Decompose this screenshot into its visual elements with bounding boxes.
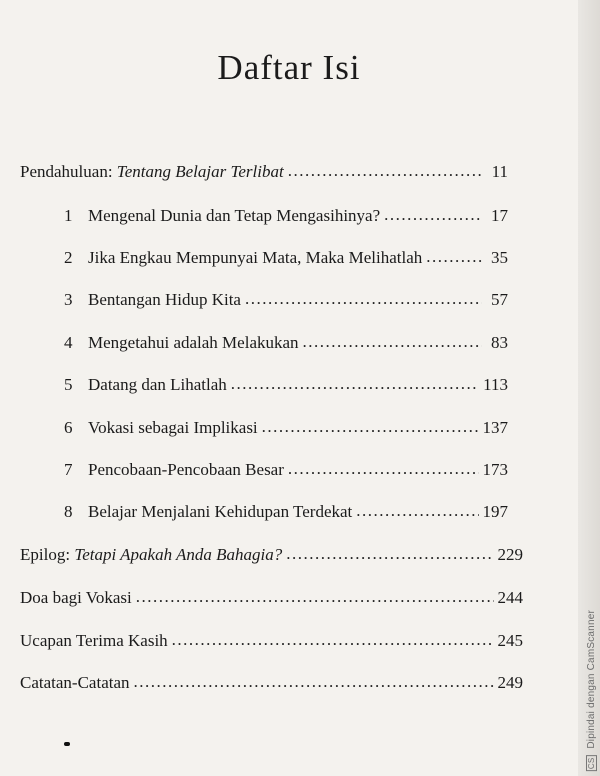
toc-entry-pendahuluan — [20, 162, 508, 182]
toc-entry-label: Datang dan Lihatlah — [88, 375, 227, 394]
toc-page-number: 245 — [497, 631, 523, 650]
dot-leader — [231, 374, 479, 394]
dot-leader — [262, 417, 479, 437]
toc-page-number: 17 — [491, 206, 508, 225]
toc-entry-chapter-8 — [64, 502, 508, 522]
toc-entry-label: Pendahuluan: Tentang Belajar Terlibat — [20, 162, 284, 181]
toc-page-number: 244 — [497, 588, 523, 607]
toc-entry-chapter-6 — [64, 418, 508, 438]
toc-entry-doa-bagi-vokasi — [20, 588, 523, 608]
toc-page-number: 83 — [491, 333, 508, 352]
toc-entry-label: Jika Engkau Mempunyai Mata, Maka Melihatlah — [88, 248, 423, 267]
toc-page-number: 35 — [491, 248, 508, 267]
toc-entry-label: Doa bagi Vokasi — [20, 588, 132, 607]
dot-leader — [288, 161, 482, 181]
chapter-number: 3 — [64, 290, 73, 309]
dot-leader — [384, 205, 482, 225]
chapter-number: 7 — [64, 460, 73, 479]
toc-page-number: 137 — [482, 418, 508, 437]
chapter-number: 5 — [64, 375, 73, 394]
chapter-number: 1 — [64, 206, 73, 225]
toc-entry-ucapan-terima-kasih — [20, 631, 523, 651]
toc-entry-chapter-4 — [64, 333, 508, 353]
dot-leader — [136, 587, 494, 607]
toc-entry-label: Vokasi sebagai Implikasi — [88, 418, 258, 437]
dot-leader — [134, 672, 494, 692]
toc-entry-chapter-3 — [64, 290, 508, 310]
dot-leader — [286, 544, 493, 564]
toc-entry-label: Pencobaan-Pencobaan Besar — [88, 460, 284, 479]
toc-entry-label: Epilog: Tetapi Apakah Anda Bahagia? — [20, 545, 283, 564]
toc-entry-label: Belajar Menjalani Kehidupan Terdekat — [88, 502, 353, 521]
dot-leader — [356, 501, 478, 521]
toc-entry-epilog — [20, 545, 523, 565]
dot-leader — [303, 332, 482, 352]
toc-entry-catatan-catatan — [20, 673, 523, 693]
toc-page-number: 57 — [491, 290, 508, 309]
chapter-number: 2 — [64, 248, 73, 267]
dot-leader — [426, 247, 482, 267]
dot-leader — [245, 289, 482, 309]
page-title: Daftar Isi — [217, 48, 361, 87]
toc-entry-label: Catatan-Catatan — [20, 673, 130, 692]
chapter-number: 8 — [64, 502, 73, 521]
toc-entry-chapter-2 — [64, 248, 508, 268]
toc-page-number: 249 — [497, 673, 523, 692]
toc-entry-chapter-7 — [64, 460, 508, 480]
toc-entry-label: Mengetahui adalah Melakukan — [88, 333, 299, 352]
dot-leader — [288, 459, 479, 479]
toc-page-number: 113 — [483, 375, 508, 394]
toc-entry-label: Mengenal Dunia dan Tetap Mengasihinya? — [88, 206, 381, 225]
chapter-number: 6 — [64, 418, 73, 437]
camscanner-text: Dipindai dengan CamScanner — [586, 610, 597, 749]
toc-page-number: 11 — [491, 162, 508, 181]
toc-entry-label: Ucapan Terima Kasih — [20, 631, 168, 650]
toc-page-number: 173 — [482, 460, 508, 479]
camscanner-badge: CS — [587, 757, 596, 770]
ink-speck — [64, 742, 70, 746]
toc-page-number: 197 — [482, 502, 508, 521]
toc-entry-chapter-5 — [64, 375, 508, 395]
chapter-number: 4 — [64, 333, 73, 352]
toc-page-number: 229 — [497, 545, 523, 564]
toc-entry-label: Bentangan Hidup Kita — [88, 290, 241, 309]
toc-entry-chapter-1 — [64, 206, 508, 226]
dot-leader — [172, 630, 494, 650]
